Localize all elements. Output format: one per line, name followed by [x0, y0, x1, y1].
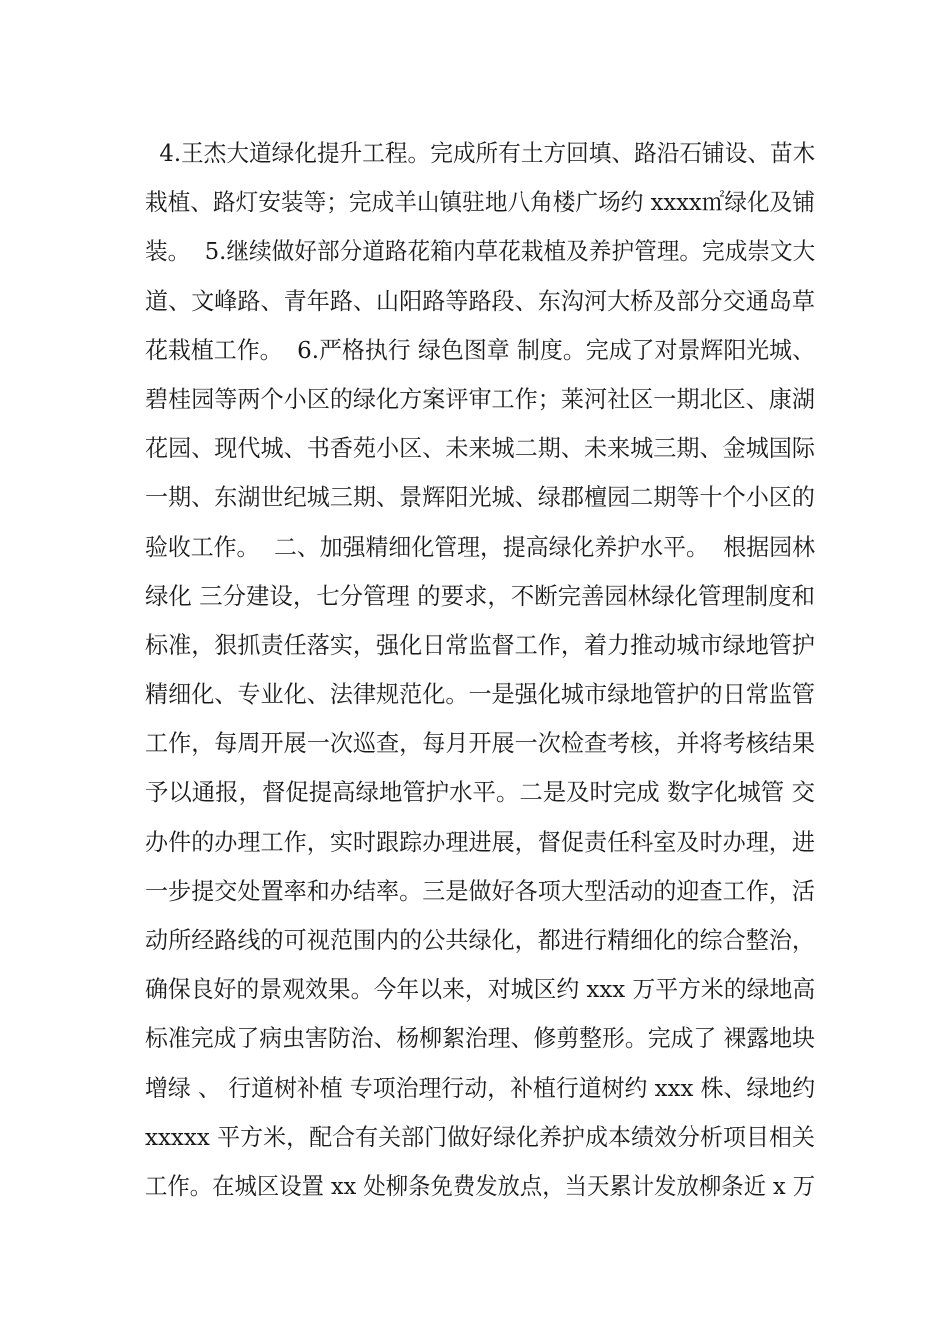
text-line: 办件的办理工作，实时跟踪办理进展，督促责任科室及时办理，进 — [145, 827, 815, 856]
text-line: 道、文峰路、青年路、山阳路等路段、东沟河大桥及部分交通岛草 — [145, 286, 815, 315]
text-line: 予以通报，督促提高绿地管护水平。二是及时完成 数字化城管 交 — [145, 778, 815, 807]
text-line: 工作。在城区设置 xx 处柳条免费发放点，当天累计发放柳条近 x 万 — [145, 1171, 816, 1200]
text-line: 绿化 三分建设，七分管理 的要求，不断完善园林绿化管理制度和 — [145, 581, 815, 610]
text-line: 确保良好的景观效果。今年以来，对城区约 xxx 万平方米的绿地高 — [145, 975, 816, 1004]
text-line: 碧桂园等两个小区的绿化方案评审工作；莱河社区一期北区、康湖 — [145, 384, 815, 413]
text-line: 4.王杰大道绿化提升工程。完成所有土方回填、路沿石铺设、苗木 — [145, 139, 816, 167]
text-line: 精细化、专业化、法律规范化。一是强化城市绿地管护的日常监管 — [145, 680, 815, 709]
text-line: 一期、东湖世纪城三期、景辉阳光城、绿郡檀园二期等十个小区的 — [145, 483, 815, 512]
text-line: 增绿 、 行道树补植 专项治理行动，补植行道树约 xxx 株、绿地约 — [145, 1073, 816, 1102]
text-line: 装。 5.继续做好部分道路花箱内草花栽植及养护管理。完成崇文大 — [145, 237, 816, 266]
text-line: 动所经路线的可视范围内的公共绿化，都进行精细化的综合整治， — [145, 926, 815, 954]
body-text — [145, 129, 815, 1211]
text-line: 花栽植工作。 6.严格执行 绿色图章 制度。完成了对景辉阳光城、 — [145, 335, 816, 364]
text-line: 工作，每周开展一次巡查，每月开展一次检查考核，并将考核结果 — [145, 729, 815, 758]
text-line: xxxxx 平方米，配合有关部门做好绿化养护成本绩效分析项目相关 — [145, 1122, 815, 1151]
text-line: 一步提交处置率和办结率。三是做好各项大型活动的迎查工作，活 — [145, 876, 815, 905]
text-line: 验收工作。 二、加强精细化管理，提高绿化养护水平。 根据园林 — [145, 532, 815, 561]
text-line: 栽植、路灯安装等；完成羊山镇驻地八角楼广场约 xxxx㎡绿化及铺 — [145, 188, 815, 217]
text-line: 花园、现代城、书香苑小区、未来城二期、未来城三期、金城国际 — [145, 434, 815, 463]
text-line: 标准，狠抓责任落实，强化日常监督工作，着力推动城市绿地管护 — [145, 630, 815, 659]
text-line: 标准完成了病虫害防治、杨柳絮治理、修剪整形。完成了 裸露地块 — [145, 1024, 815, 1053]
